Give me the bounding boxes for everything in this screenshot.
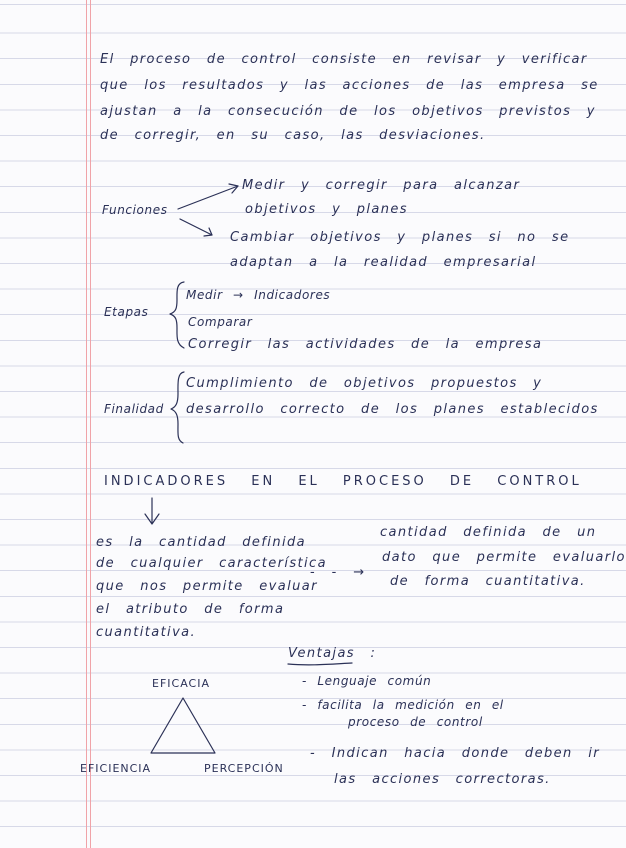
- ventajas-underline: [288, 663, 352, 665]
- triangle-left-label: EFICIENCIA: [80, 762, 152, 775]
- ventajas-item-2-line-2: proceso de control: [348, 715, 483, 729]
- definition-line-5: cuantitativa.: [96, 625, 197, 640]
- right-note-line-2: dato que permite evaluarlo: [382, 550, 626, 565]
- intro-line-2: que los resultados y las acciones de las empresa se: [100, 78, 599, 93]
- triangle-right-label: PERCEPCIÓN: [204, 762, 284, 775]
- finalidad-line-2: desarrollo correcto de los planes establecidos: [186, 402, 599, 417]
- definition-line-3: que nos permite evaluar: [96, 579, 318, 594]
- etapas-item-2: Comparar: [188, 315, 253, 329]
- intro-line-1: El proceso de control consiste en revisar y verificar: [100, 52, 588, 67]
- triangle-icon: [151, 698, 215, 753]
- intro-line-4: de corregir, en su caso, las desviaciones.: [100, 128, 486, 143]
- funciones-arrow-up-icon: [178, 184, 238, 209]
- right-note-line-3: de forma cuantitativa.: [390, 574, 586, 589]
- etapas-brace-icon: [170, 282, 184, 348]
- indicadores-heading: INDICADORES EN EL PROCESO DE CONTROL: [104, 474, 582, 489]
- etapas-label: Etapas: [104, 305, 149, 319]
- funciones-item-2-line-2: adaptan a la realidad empresarial: [230, 255, 537, 270]
- intro-line-3: ajustan a la consecución de los objetivos previstos y: [100, 104, 596, 119]
- ventajas-item-1: - Lenguaje común: [302, 674, 432, 688]
- ventajas-title: Ventajas :: [288, 646, 377, 661]
- finalidad-label: Finalidad: [104, 402, 164, 416]
- funciones-arrow-down-icon: [180, 219, 212, 236]
- funciones-item-2-line-1: Cambiar objetivos y planes si no se: [230, 230, 570, 245]
- ventajas-item-2-line-1: - facilita la medición en el: [302, 698, 504, 712]
- etapas-item-1: Medir → Indicadores: [186, 288, 331, 302]
- definition-line-2: de cualquier característica: [96, 556, 327, 571]
- ventajas-item-3-line-1: - Indican hacia donde deben ir: [310, 746, 600, 761]
- triangle-top-label: EFICACIA: [152, 677, 210, 690]
- right-note-line-1: cantidad definida de un: [380, 525, 597, 540]
- finalidad-brace-icon: [171, 372, 184, 443]
- funciones-label: Funciones: [102, 203, 168, 217]
- ventajas-item-3-line-2: las acciones correctoras.: [334, 772, 551, 787]
- etapas-item-3: Corregir las actividades de la empresa: [188, 337, 543, 352]
- finalidad-line-1: Cumplimiento de objetivos propuestos y: [186, 376, 543, 391]
- funciones-item-1-line-2: objetivos y planes: [245, 202, 408, 217]
- funciones-item-1-line-1: Medir y corregir para alcanzar: [242, 178, 521, 193]
- definition-line-1: es la cantidad definida: [96, 535, 306, 550]
- dashed-arrow: - - →: [310, 565, 366, 580]
- definition-line-4: el atributo de forma: [96, 602, 285, 617]
- down-arrow-icon: [145, 498, 159, 524]
